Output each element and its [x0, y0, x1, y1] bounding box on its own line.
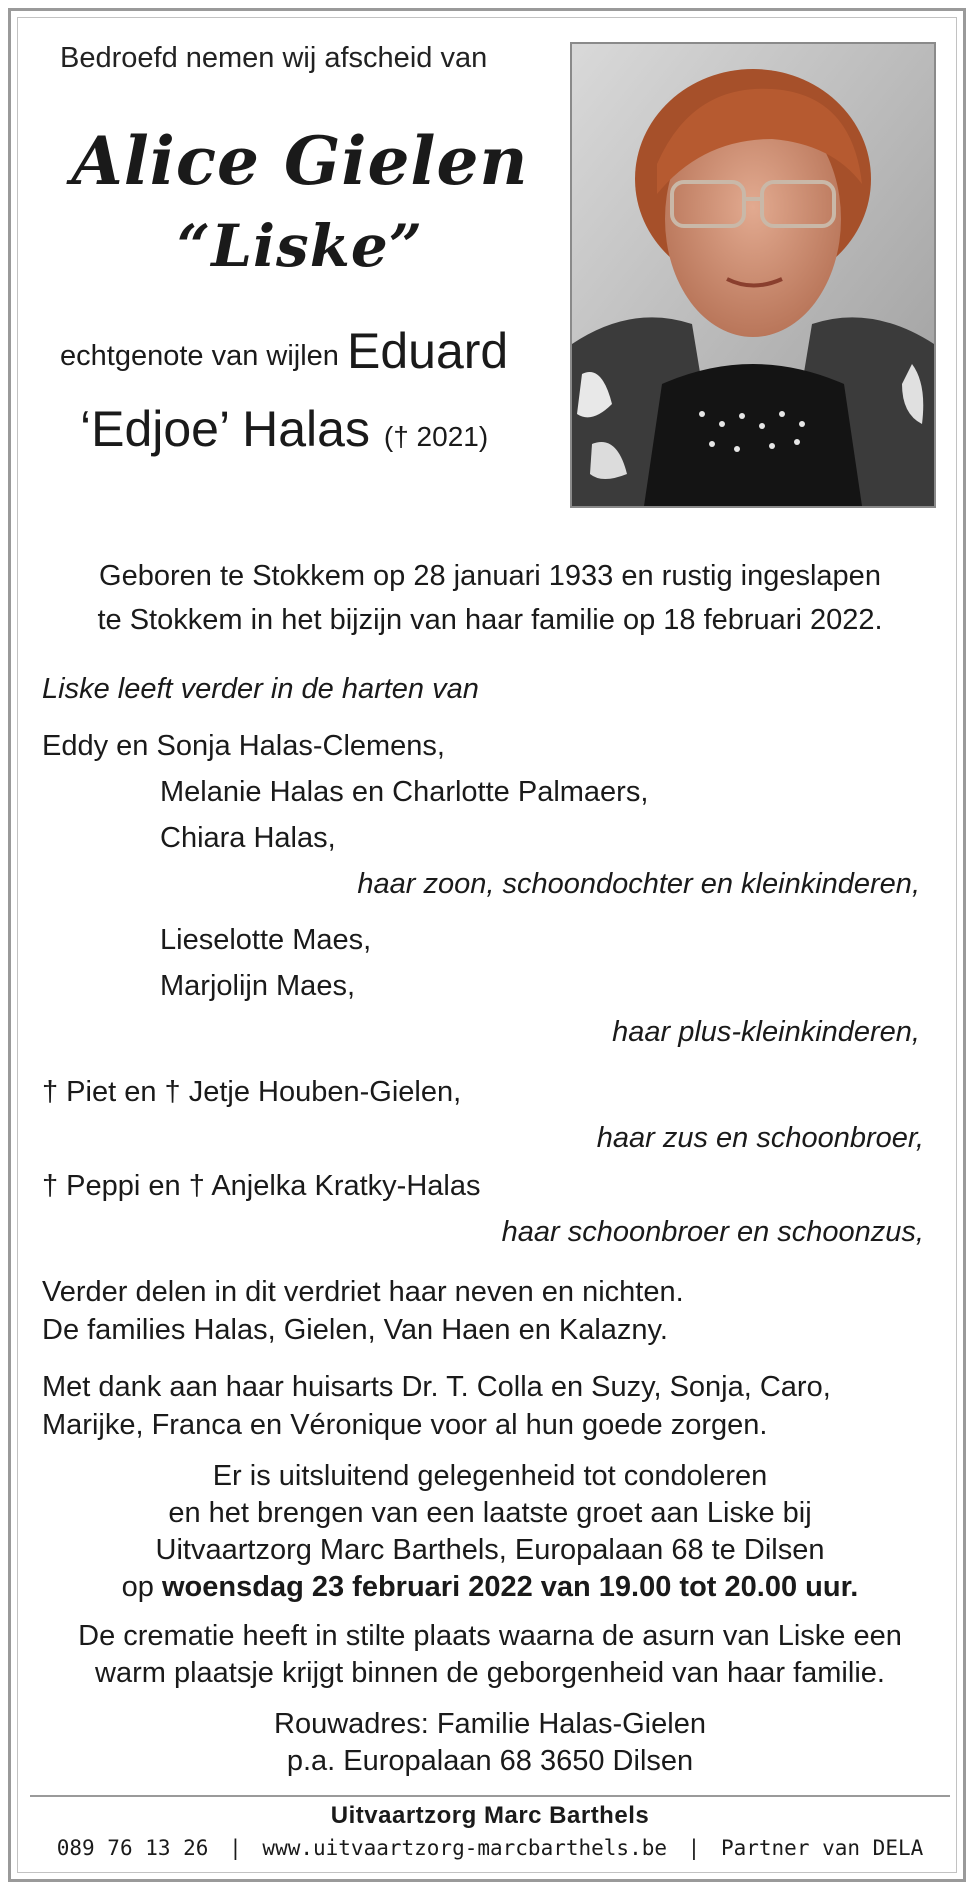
survivors-intro: Liske leeft verder in de harten van: [42, 673, 479, 705]
birth-line-2: te Stokkem in het bijzijn van haar familie op 18 februari 2022.: [97, 604, 883, 636]
cremation-line-1: De crematie heeft in stilte plaats waarna de asurn van Liske een: [78, 1620, 902, 1652]
survivor-name: Melanie Halas en Charlotte Palmaers,: [160, 776, 649, 808]
deceased-nickname: “Liske”: [176, 212, 424, 280]
website-link[interactable]: www.uitvaartzorg-marcbarthels.be: [262, 1836, 667, 1860]
footer-contact: [40, 1836, 940, 1860]
spouse-prefix: echtgenote van wijlen: [60, 340, 339, 372]
family-line-1: Verder delen in dit verdriet haar neven en nichten.: [42, 1276, 684, 1308]
funeral-home-name: Uitvaartzorg Marc Barthels: [330, 1802, 650, 1829]
phone-number: 089 76 13 26: [56, 1836, 209, 1860]
spouse-name-rest: ‘Edjoe’ Halas: [80, 401, 370, 457]
portrait-photo: [570, 42, 936, 508]
intro-text: Bedroefd nemen wij afscheid van: [60, 42, 488, 74]
relation-label: haar schoonbroer en schoonzus,: [501, 1216, 924, 1248]
birth-line-1: Geboren te Stokkem op 28 januari 1933 en rustig ingeslapen: [99, 560, 881, 592]
address-line-1: Rouwadres: Familie Halas-Gielen: [274, 1708, 706, 1740]
footer-divider: [30, 1795, 950, 1797]
thanks-line-2: Marijke, Franca en Véronique voor al hun goede zorgen.: [42, 1409, 768, 1441]
deceased-name: Alice Gielen: [71, 122, 529, 200]
condolence-date: woensdag 23 februari 2022 van 19.00 tot 20.00 uur.: [162, 1571, 859, 1603]
separator: |: [229, 1836, 242, 1860]
spouse-line-1: [60, 322, 508, 380]
condolence-line-3: Uitvaartzorg Marc Barthels, Europalaan 68 te Dilsen: [155, 1534, 825, 1566]
survivor-name: Eddy en Sonja Halas-Clemens,: [42, 730, 445, 762]
condolence-line-1: Er is uitsluitend gelegenheid tot condoleren: [212, 1460, 768, 1492]
spouse-death-year: († 2021): [383, 421, 489, 452]
thanks-line-1: Met dank aan haar huisarts Dr. T. Colla en Suzy, Sonja, Caro,: [42, 1371, 831, 1403]
portrait-illustration: [572, 44, 934, 506]
condolence-prefix: op: [121, 1571, 154, 1603]
relation-label: haar zus en schoonbroer,: [596, 1122, 924, 1154]
survivor-name: † Piet en † Jetje Houben-Gielen,: [42, 1076, 462, 1108]
partner-text: Partner van DELA: [720, 1836, 924, 1860]
relation-label: haar zoon, schoondochter en kleinkinderen,: [357, 868, 920, 900]
family-line-2: De families Halas, Gielen, Van Haen en Kalazny.: [42, 1314, 668, 1346]
survivor-name: Lieselotte Maes,: [160, 924, 372, 956]
address-line-2: p.a. Europalaan 68 3650 Dilsen: [286, 1745, 694, 1777]
condolence-line-2: en het brengen van een laatste groet aan Liske bij: [168, 1497, 812, 1529]
survivor-name: Chiara Halas,: [160, 822, 336, 854]
separator: |: [687, 1836, 701, 1860]
cremation-line-2: warm plaatsje krijgt binnen de geborgenheid van haar familie.: [95, 1657, 885, 1689]
survivor-name: Marjolijn Maes,: [160, 970, 355, 1002]
condolence-line-4: [40, 1571, 940, 1604]
spouse-first-name: Eduard: [346, 323, 509, 379]
survivor-name: † Peppi en † Anjelka Kratky-Halas: [42, 1170, 481, 1202]
spouse-line-2: [80, 400, 488, 458]
relation-label: haar plus-kleinkinderen,: [612, 1016, 920, 1048]
